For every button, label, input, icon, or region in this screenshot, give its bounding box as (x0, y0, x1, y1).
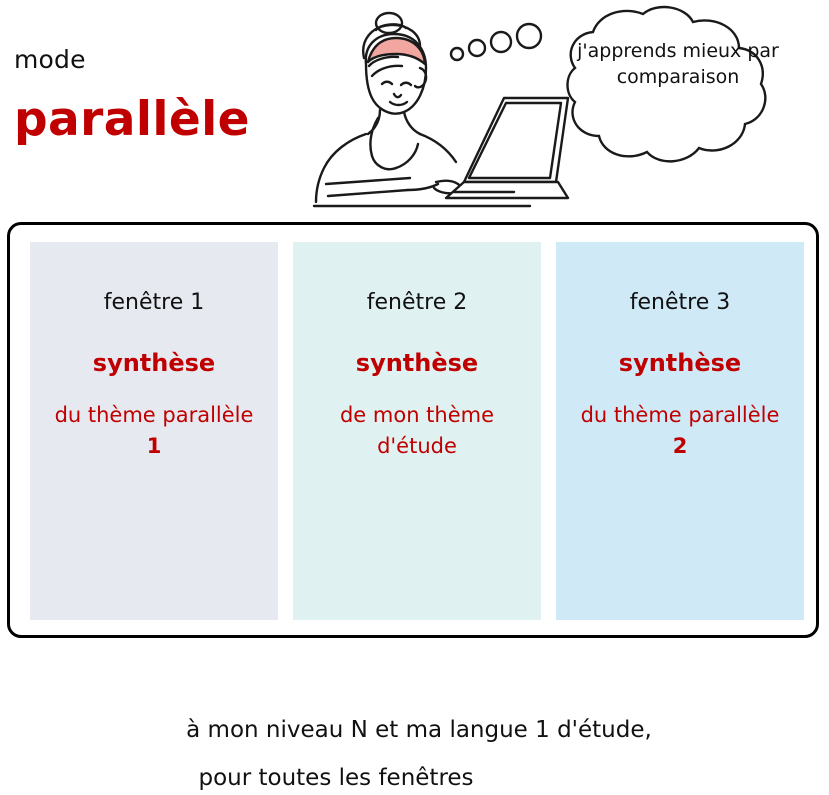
column-subtitle-1 (30, 400, 278, 462)
column-subtitle-line2-1: 1 (146, 434, 162, 458)
mode-label: mode (14, 45, 86, 74)
column-subtitle-line1-1: du thème parallèle (54, 403, 254, 427)
column-title-2: fenêtre 2 (366, 290, 468, 315)
column-subtitle-line1-3: du thème parallèle (580, 403, 780, 427)
column-fenetre-1 (30, 242, 278, 620)
column-title-1: fenêtre 1 (103, 290, 205, 315)
footer-line-1: à mon niveau N et ma langue 1 d'étude, (186, 717, 652, 743)
header (0, 0, 829, 222)
column-subtitle-2 (293, 400, 541, 462)
panel-footer (13, 713, 819, 795)
column-synthesis-2: synthèse (355, 349, 479, 377)
column-subtitle-line2-2: d'étude (377, 434, 457, 458)
column-subtitle-3 (556, 400, 804, 462)
column-fenetre-2 (293, 242, 541, 620)
column-fenetre-3 (556, 242, 804, 620)
column-synthesis-1: synthèse (92, 349, 216, 377)
column-subtitle-line2-3: 2 (672, 434, 688, 458)
column-synthesis-3: synthèse (618, 349, 742, 377)
column-title-3: fenêtre 3 (629, 290, 731, 315)
mode-title: parallèle (14, 92, 250, 147)
footer-line-2: pour toutes les fenêtres (198, 765, 474, 791)
windows-panel (7, 222, 819, 791)
column-subtitle-line1-2: de mon thème (339, 403, 495, 427)
thought-bubble-icon (447, 6, 825, 186)
thought-bubble-text: j'apprends mieux par comparaison (577, 40, 779, 88)
